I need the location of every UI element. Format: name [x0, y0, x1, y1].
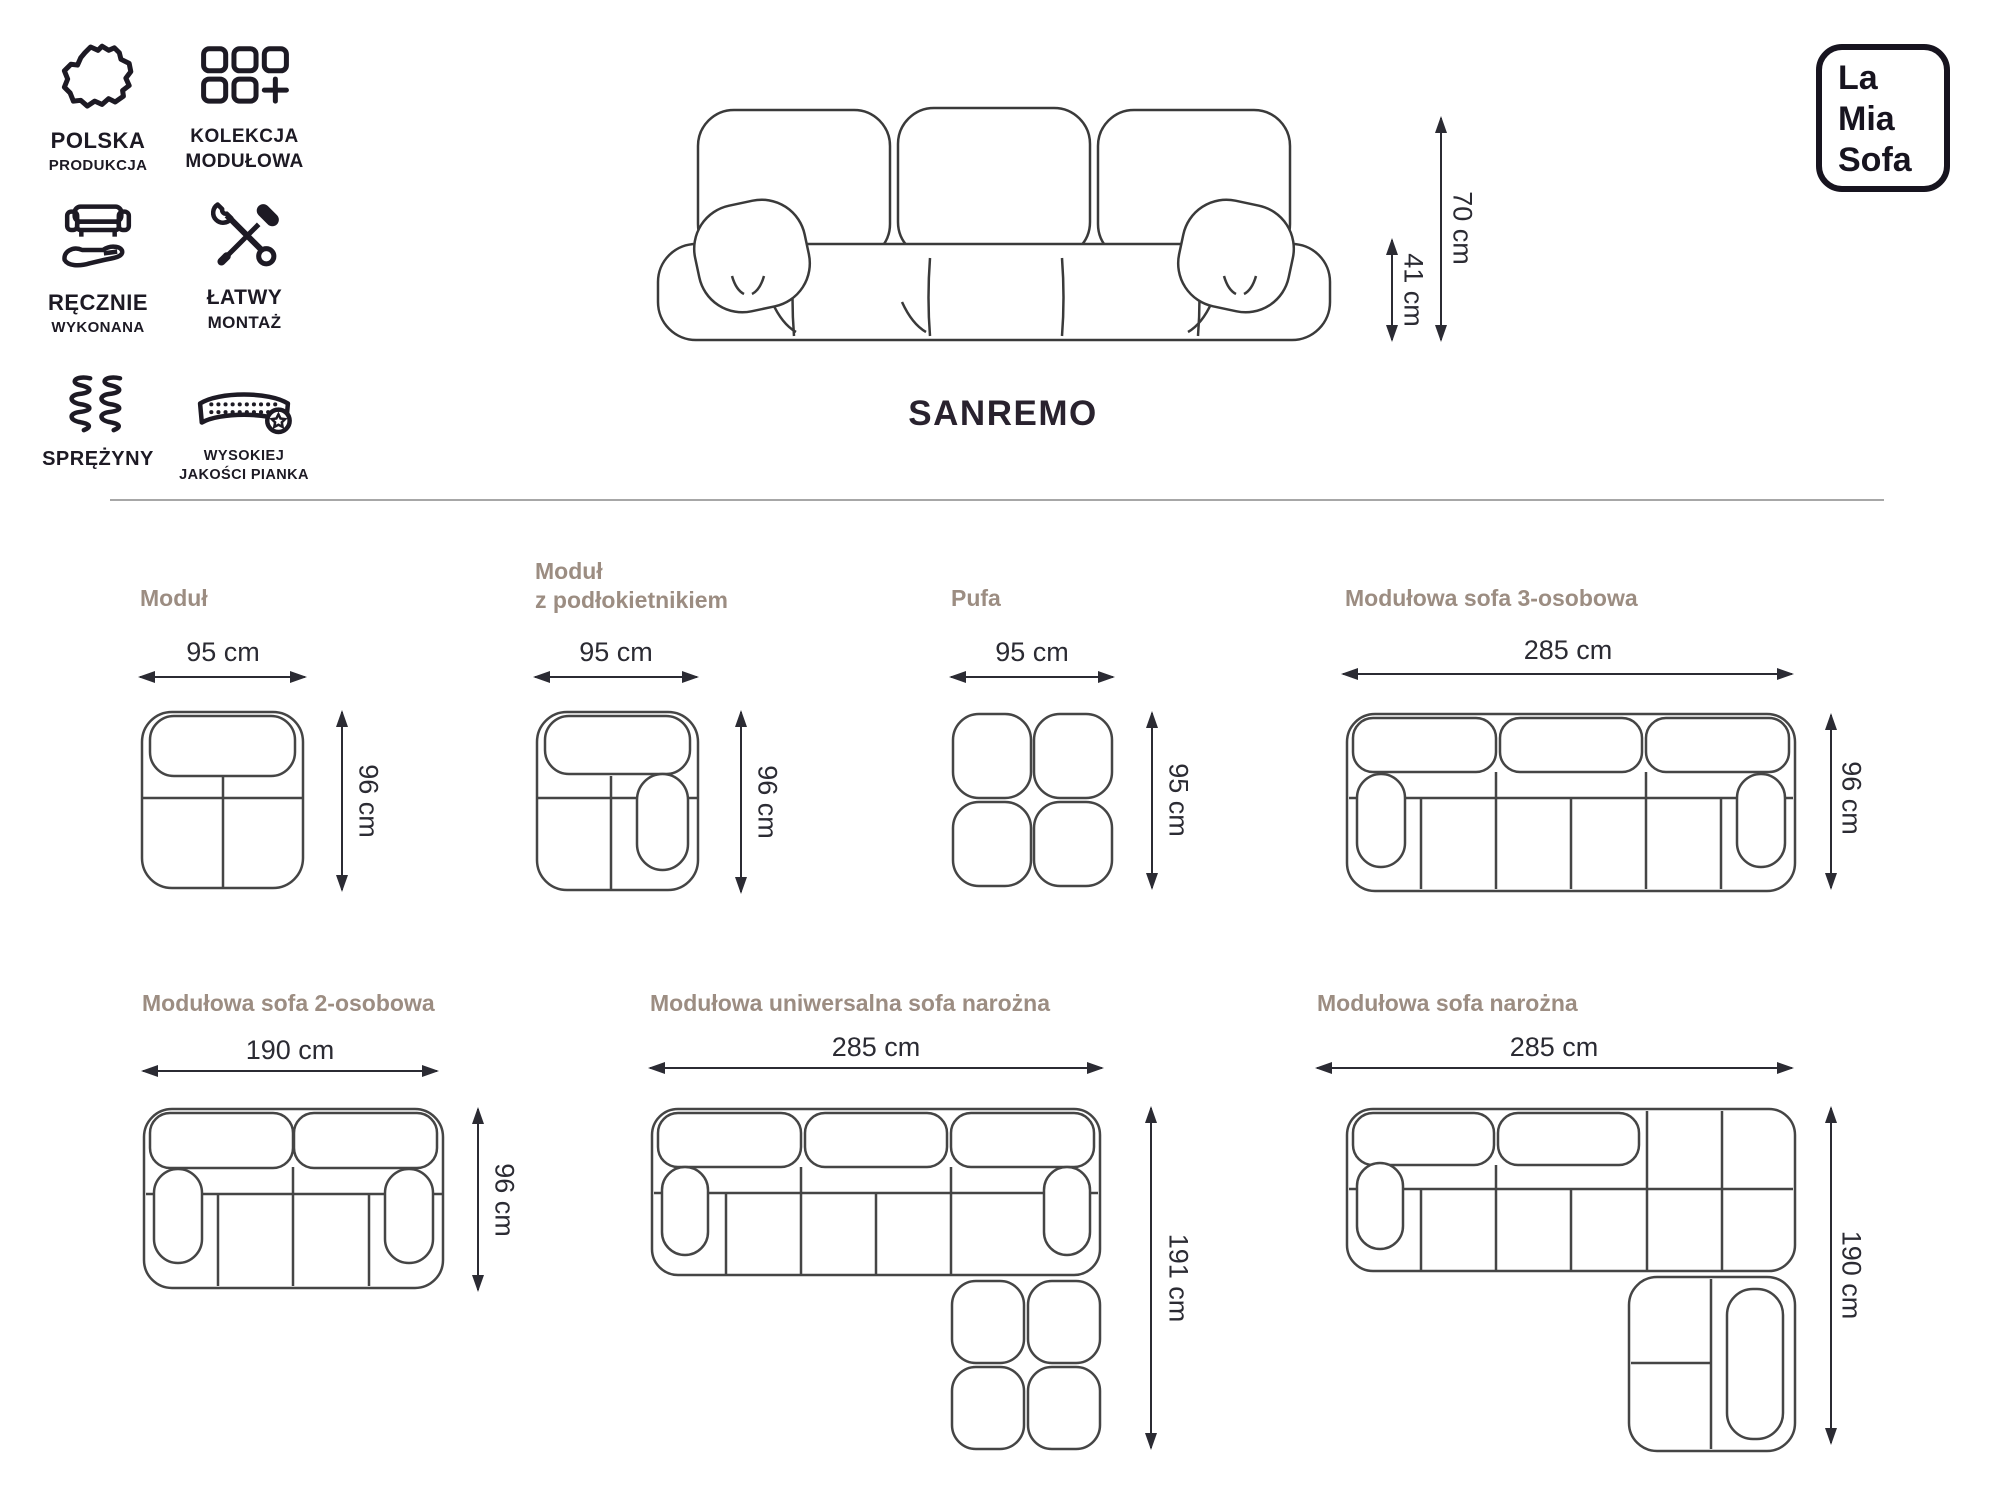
diagram-title: Modułowa sofa narożna	[1317, 990, 1578, 1016]
diagram-title: Modułowa uniwersalna sofa narożna	[650, 990, 1051, 1016]
width-label: 95 cm	[579, 637, 653, 667]
feature-polska-produkcja	[28, 40, 168, 174]
foam-badge-icon	[183, 376, 305, 438]
width-label: 285 cm	[1523, 635, 1613, 665]
corner-top-view	[1345, 1105, 1797, 1453]
feature-sublabel: JAKOŚCI PIANKA	[179, 467, 309, 483]
dimension-arrow-height	[740, 712, 742, 892]
diagram-sofa-2-osobowa	[142, 990, 542, 1320]
diagram-title: Moduł	[535, 558, 603, 584]
feature-sublabel: PRODUKCJA	[48, 157, 148, 174]
feature-label: POLSKA	[50, 128, 146, 153]
diagram-modul	[140, 585, 410, 915]
feature-label: WYSOKIEJ	[203, 448, 285, 464]
width-label: 95 cm	[995, 637, 1069, 667]
diagram-title-line2: z podłokietnikiem	[535, 587, 728, 613]
poland-map-icon	[57, 40, 139, 118]
dimension-arrow-height	[1151, 713, 1153, 888]
pouf-top-view	[951, 712, 1114, 888]
height-label: 96 cm	[1836, 761, 1867, 835]
height-label: 96 cm	[489, 1163, 520, 1237]
springs-icon	[55, 372, 141, 438]
modular-grid-icon	[199, 44, 291, 116]
diagram-sofa-narozna-uniwersalna	[650, 990, 1210, 1470]
height-label: 191 cm	[1163, 1233, 1194, 1323]
product-title: SANREMO	[908, 394, 1098, 433]
diagram-title: Moduł	[140, 585, 208, 611]
logo-line: Sofa	[1838, 140, 1912, 179]
diagram-sofa-3-osobowa	[1345, 585, 1885, 915]
dimension-arrow-width	[143, 1070, 437, 1072]
dimension-arrow-height	[1830, 1108, 1832, 1443]
tools-icon	[207, 200, 283, 276]
module-top-view	[140, 710, 305, 890]
feature-latwy-montaz	[172, 200, 317, 333]
width-label: 285 cm	[831, 1032, 921, 1062]
diagram-sofa-narozna	[1317, 990, 1905, 1470]
dimension-arrow-width	[650, 1067, 1102, 1069]
feature-label: ŁATWY	[206, 286, 283, 309]
diagram-title: Modułowa sofa 3-osobowa	[1345, 585, 1638, 611]
dimension-arrow-height	[341, 712, 343, 890]
feature-label: KOLEKCJA	[190, 126, 299, 147]
dimension-arrow-width	[1317, 1067, 1792, 1069]
feature-label: SPRĘŻYNY	[42, 448, 154, 470]
height-label: 190 cm	[1836, 1230, 1867, 1320]
height-label: 96 cm	[752, 765, 783, 839]
dimension-arrow-width	[951, 676, 1113, 678]
diagram-title: Pufa	[951, 585, 1001, 611]
dimension-arrow-width	[535, 676, 697, 678]
sofa-front-illustration	[652, 106, 1336, 346]
diagram-pufa	[951, 585, 1221, 915]
height-label: 95 cm	[1163, 763, 1194, 837]
dimension-arrow-overall-height	[1440, 118, 1442, 340]
feature-sprezyny	[28, 372, 168, 471]
logo-line: La	[1838, 59, 1878, 97]
overall-height-label: 70 cm	[1447, 191, 1478, 265]
dimension-arrow-height	[477, 1109, 479, 1290]
module-armrest-top-view	[535, 710, 700, 892]
dimension-arrow-width	[140, 676, 305, 678]
diagram-title: Modułowa sofa 2-osobowa	[142, 990, 435, 1016]
seat-height-label: 41 cm	[1398, 253, 1429, 327]
dimension-arrow-width	[1343, 673, 1792, 675]
feature-label: RĘCZNIE	[47, 290, 149, 315]
width-label: 190 cm	[245, 1035, 335, 1065]
feature-sublabel: WYKONANA	[51, 319, 145, 336]
sofa3-top-view	[1345, 712, 1797, 893]
diagram-modul-z-podlokietnikiem	[535, 558, 815, 918]
divider-line	[110, 499, 1884, 501]
dimension-arrow-seat-height	[1391, 240, 1393, 340]
width-label: 95 cm	[186, 637, 260, 667]
feature-sublabel: MODUŁOWA	[185, 151, 304, 172]
corner-universal-top-view	[650, 1105, 1102, 1453]
brand-logo	[1816, 44, 1950, 192]
height-label: 96 cm	[353, 764, 384, 838]
feature-sublabel: MONTAŻ	[207, 313, 282, 332]
dimension-arrow-height	[1150, 1108, 1152, 1448]
feature-wysokiej-jakosci-pianka	[164, 376, 324, 483]
handmade-icon	[56, 200, 140, 280]
width-label: 285 cm	[1509, 1032, 1599, 1062]
feature-kolekcja-modulowa	[172, 44, 317, 173]
feature-recznie-wykonana	[28, 200, 168, 336]
dimension-arrow-height	[1830, 715, 1832, 888]
sofa2-top-view	[142, 1107, 445, 1290]
logo-line: Mia	[1838, 99, 1895, 138]
